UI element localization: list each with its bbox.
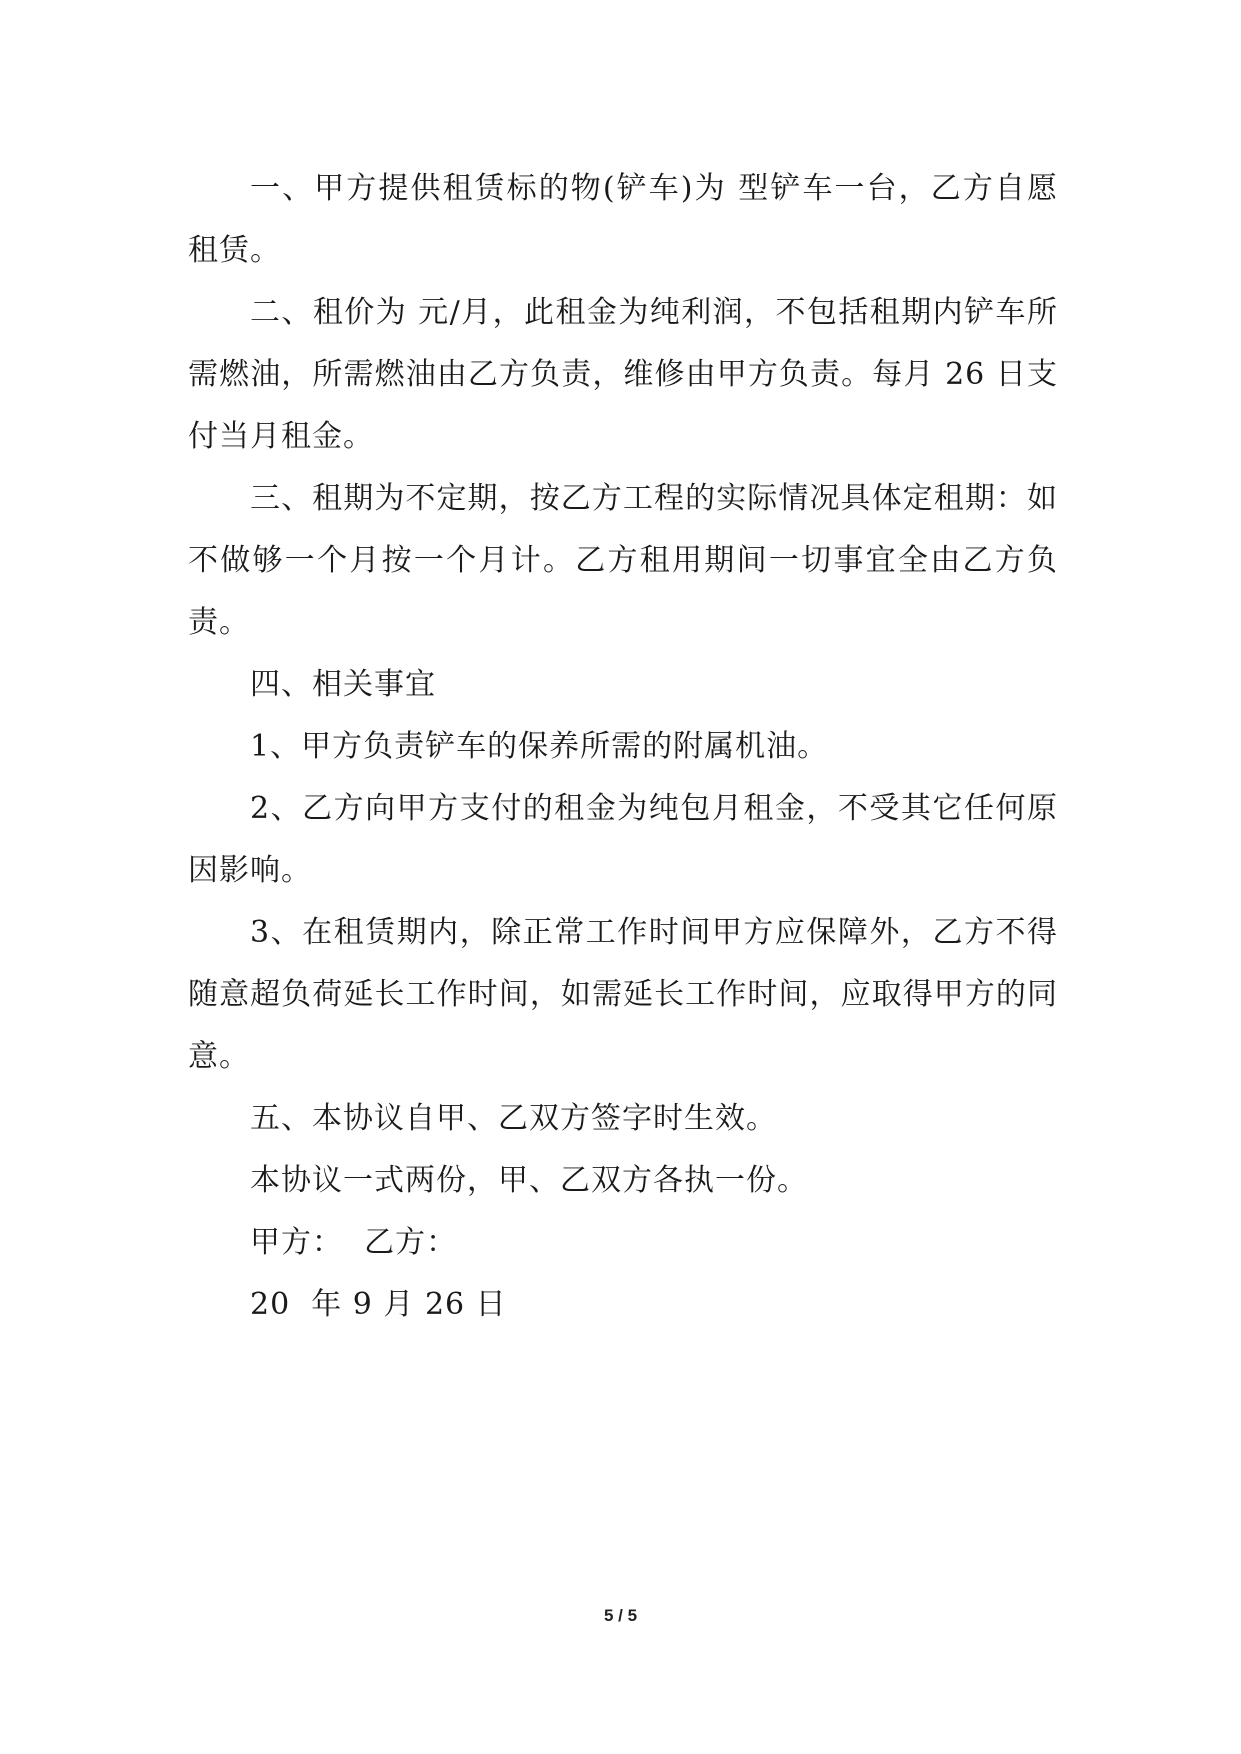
clause-5-effective: 五、本协议自甲、乙双方签字时生效。 [250,1101,777,1136]
signature-line: 甲方： 乙方： [250,1225,458,1260]
clause-3-lease-term: 三、租期为不定期，按乙方工程的实际情况具体定租期：如不做够一个月按一个月计。乙方租用期间一切事宜全由乙方负责。 [188,481,1058,640]
clause-2-rent-price: 二、租价为 元/月，此租金为纯利润，不包括租期内铲车所需燃油，所需燃油由乙方负责，维修由甲方负责。每月 26 日支付当月租金。 [188,295,1058,454]
clause-4-heading: 四、相关事宜 [250,667,436,702]
clause-4-item-3: 3、在租赁期内，除正常工作时间甲方应保障外，乙方不得随意超负荷延长工作时间，如需延长工作时间，应取得甲方的同意。 [188,915,1058,1074]
clause-1-lease-object: 一、甲方提供租赁标的物(铲车)为 型铲车一台，乙方自愿租赁。 [188,171,1058,268]
page-number: 5 / 5 [603,1606,638,1625]
clause-4-item-1: 1、甲方负责铲车的保养所需的附属机油。 [250,729,829,764]
clause-4-item-2: 2、乙方向甲方支付的租金为纯包月租金，不受其它任何原因影响。 [188,791,1058,888]
copies-statement: 本协议一式两份，甲、乙双方各执一份。 [250,1163,808,1198]
date-line: 20 年 9 月 26 日 [250,1287,507,1322]
document-body [188,158,1058,1336]
